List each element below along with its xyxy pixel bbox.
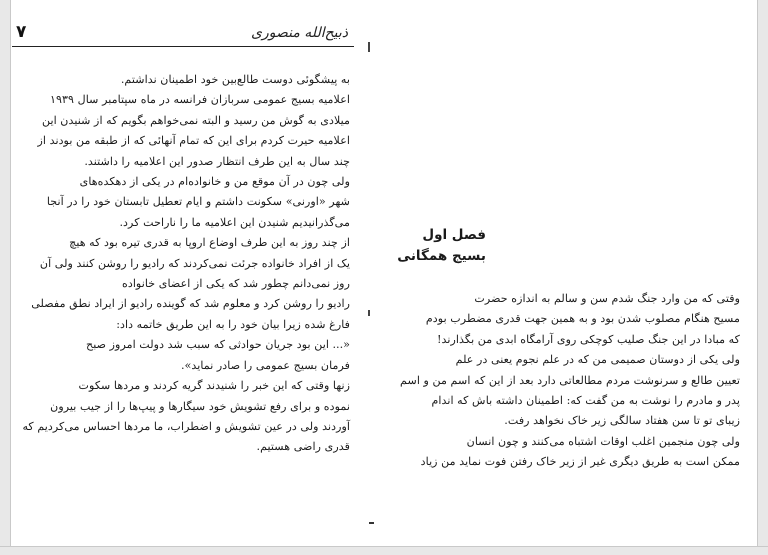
text-line: که مبادا در این جنگ صلیب کوچکی روی آرامگاه ابدی من بگذارند! [437,332,740,346]
text-line: از چند روز به این طرف اوضاع اروپا به قدری تیره بود که هیچ [69,236,350,250]
text-line: وقتی که من وارد جنگ شدم سن و سالم به اندازه حضرت [474,292,740,305]
text-line: فرمان بسیج عمومی را صادر نماید». [180,358,350,372]
text-line: قدری راضی هستیم. [256,440,350,454]
text-line: پدر و مادرم را نوشت به من گفت که: اطمینان داشته باش که اندام [431,394,740,408]
text-line: ممکن است به طریق دیگری غیر از زیر خاک رفتن فوت نماید من زیاد [420,455,740,469]
text-line: ولی چون در آن موقع من و خانواده‌ام در یکی از دهکده‌های [79,175,350,189]
text-line: زنها وقتی که این خبر را شنیدند گریه کردند و مردها سکوت [78,379,350,393]
chapter-title: بسیج همگانی [397,248,486,264]
text-line: «... این بود جریان حوادثی که سبب شد دولت امروز صبح [86,338,350,352]
text-line: به پیشگوئی دوست طالع‌بین خود اطمینان نداشتم. [120,73,350,86]
text-line: تعیین طالع و سرنوشت مردم مطالعاتی دارد بعد از این که اسم من و اسم [400,373,740,387]
text-line: یک از افراد خانواده جرئت نمی‌کردند که رادیو را روشن کنند ولی آن [39,256,350,270]
left-page-text [20,70,350,458]
text-line: روز نمی‌دانم چطور شد که یکی از اعضای خانواده [121,277,350,291]
text-line: مسیح هنگام مصلوب شدن بود و به همین جهت قدری مضطرب بودم [425,312,740,326]
text-line: ولی چون منجمین اغلب اوقات اشتباه می‌کنند و چون انسان [466,434,740,448]
text-line: میلادی به گوش من رسید و البته نمی‌خواهم بگویم که از شنیدن این [41,113,350,127]
text-line: اعلامیه بسیج عمومی سربازان فرانسه در ماه سپتامبر سال ۱۹۳۹ [50,93,350,107]
text-line: نموده و برای رفع تشویش خود سیگارها و پیپ‌ها را از جیب بیرون [50,399,350,413]
running-head [12,22,354,47]
text-line: چند سال به این طرف انتظار صدور این اعلامیه را داشتند. [84,154,350,168]
text-line: شهر «اورنی» سکونت داشتم و ایام تعطیل تابستان خود را در آنجا [46,195,350,209]
viewer-right-border [757,0,768,555]
text-line: ولی یکی از دوستان صمیمی من که در علم نجوم یعنی در علم [455,353,740,367]
chapter-heading [397,225,486,267]
viewer-bottom-border [0,546,768,555]
running-title: ذبیح‌الله منصوری [251,25,348,41]
text-line: اعلامیه حیرت کردم برای این که تمام آنهائی که از طبقه من بودند از [37,134,350,148]
text-line: فارغ شده زیرا بیان خود را به این طریق خاتمه داد: [116,317,350,331]
text-line: زیبای تو تا سن هفتاد سالگی زیر خاک نخواهد رفت. [504,414,740,428]
chapter-label: فصل اول [422,227,486,243]
text-line: رادیو را روشن کرد و معلوم شد که گوینده رادیو از ایراد نطق مفصلی [31,297,350,311]
text-line: می‌گذرانیدیم شنیدن این اعلامیه ما را ناراحت کرد. [119,215,350,229]
gutter-mark [369,522,374,524]
gutter-mark [368,310,370,316]
gutter-mark [368,42,370,52]
viewer-left-border [0,0,11,555]
page-number: ۷ [16,22,27,42]
text-line: آوردند ولی در عین تشویش و اضطراب، ما مردها احساس می‌کردیم که [22,419,350,433]
right-page-text [400,289,740,473]
